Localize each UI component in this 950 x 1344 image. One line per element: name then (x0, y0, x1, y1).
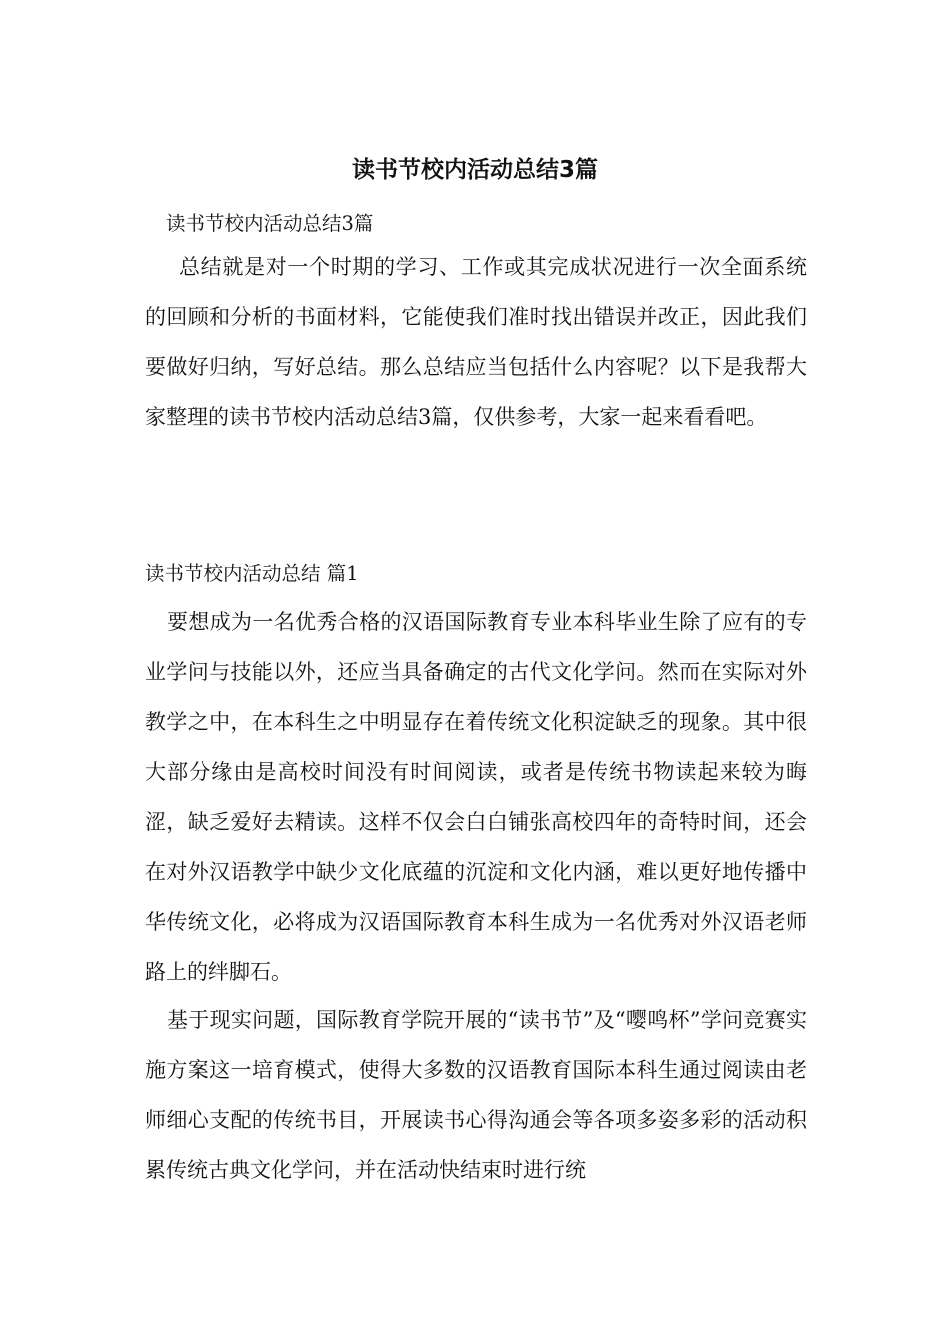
document-title: 读书节校内活动总结3篇 (351, 157, 598, 183)
intro-paragraph: 总结就是对一个时期的学习、工作或其完成状况进行一次全面系统的回顾和分析的书面材料，它能使我们准时找出错误并改正，因此我们要做好归纳，写好总结。那么总结应当包括什么内容呢？以下是我帮大家整理的读书节校内活动总结3篇，仅供参考，大家一起来看看吧。 (145, 255, 807, 429)
section-heading: 读书节校内活动总结 篇1 (145, 562, 359, 585)
document-subtitle: 读书节校内活动总结3篇 (166, 212, 374, 235)
body-paragraph-2: 基于现实问题，国际教育学院开展的“读书节”及“嘤鸣杯”学问竞赛实施方案这一培育模式，使得大多数的汉语教育国际本科生通过阅读由老师细心支配的传统书目，开展读书心得沟通会等各项多姿多彩的活动积累传统古典文化学问，并在活动快结束时进行统 (145, 1008, 807, 1182)
body-paragraph-1: 要想成为一名优秀合格的汉语国际教育专业本科毕业生除了应有的专业学问与技能以外，还应当具备确定的古代文化学问。然而在实际对外教学之中，在本科生之中明显存在着传统文化积淀缺乏的现象。其中很大部分缘由是高校时间没有时间阅读，或者是传统书物读起来较为晦涩，缺乏爱好去精读。这样不仅会白白铺张高校四年的奇特时间，还会在对外汉语教学中缺少文化底蕴的沉淀和文化内涵，难以更好地传播中华传统文化，必将成为汉语国际教育本科生成为一名优秀对外汉语老师路上的绊脚石。 (145, 610, 807, 984)
